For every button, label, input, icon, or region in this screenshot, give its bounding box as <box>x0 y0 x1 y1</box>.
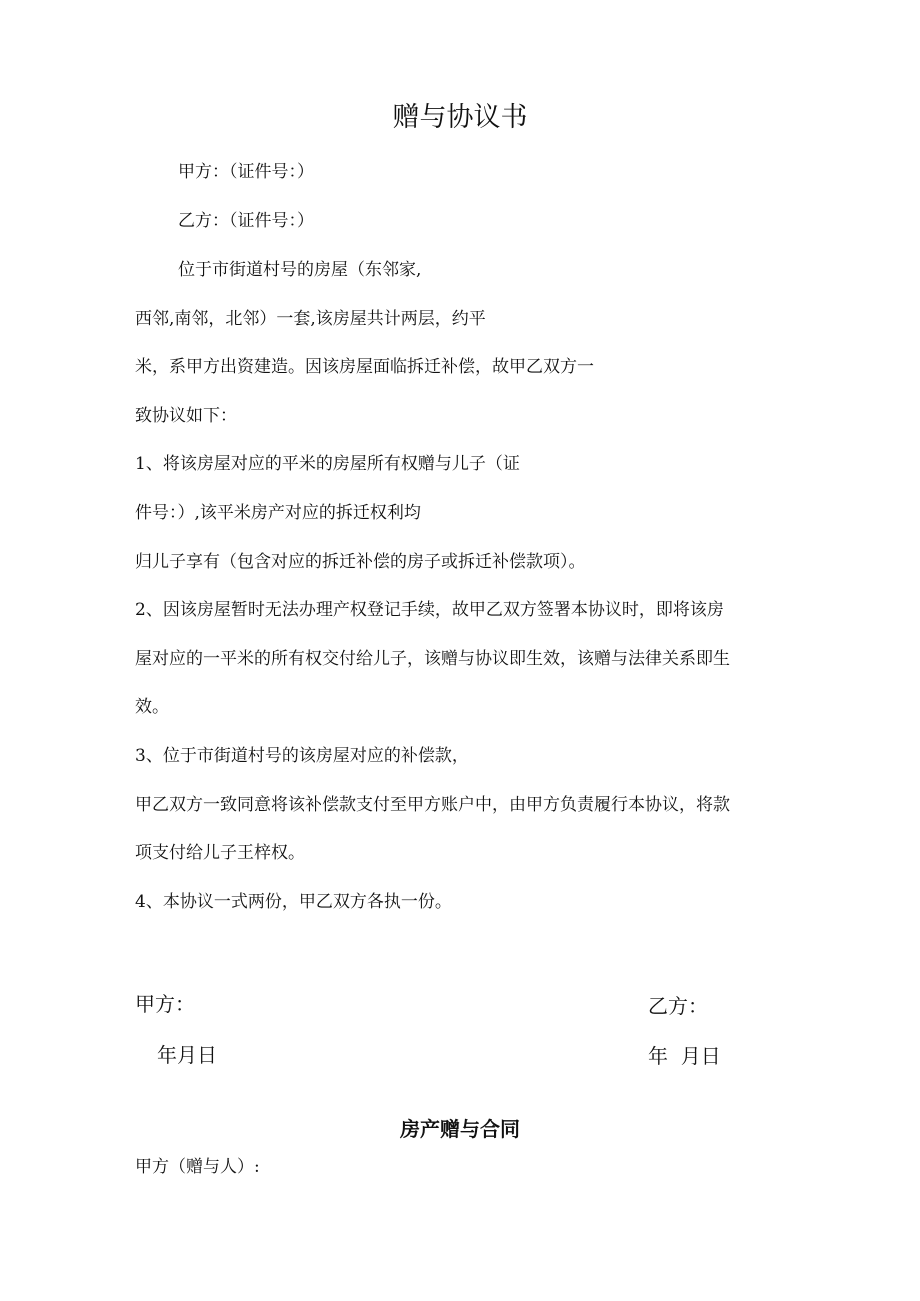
intro-line-4: 致协议如下： <box>135 406 237 426</box>
clause-line-9: 项支付给儿子王梓权。 <box>135 843 305 863</box>
signature-party-a-label: 甲方： <box>135 992 195 1016</box>
intro-line-1: 位于市街道村号的房屋（东邻家, <box>178 260 422 280</box>
clause-line-7: 3、位于市街道村号的该房屋对应的补偿款， <box>135 746 469 766</box>
clause-line-8: 甲乙双方一致同意将该补偿款支付至甲方账户中，由甲方负责履行本协议，将款 <box>135 795 730 815</box>
clause-line-5: 屋对应的一平米的所有权交付给儿子，该赠与协议即生效，该赠与法律关系即生 <box>135 649 730 669</box>
clause-line-3: 归儿子享有（包含对应的拆迁补偿的房子或拆迁补偿款项）。 <box>135 552 586 572</box>
document-title: 赠与协议书 <box>392 102 528 133</box>
clause-line-6: 效。 <box>135 697 169 717</box>
second-party-a-line: 甲方（赠与人）: <box>135 1157 260 1177</box>
intro-line-2: 西邻,南邻，北邻）一套,该房屋共计两层，约平 <box>135 309 486 329</box>
intro-line-3: 米，系甲方出资建造。因该房屋面临拆迁补偿，故甲乙双方一 <box>135 357 594 377</box>
clause-line-10: 4、本协议一式两份，甲乙双方各执一份。 <box>135 892 452 912</box>
clause-line-2: 件号：）,该平米房产对应的拆迁权利均 <box>135 503 421 523</box>
clause-line-4: 2、因该房屋暂时无法办理产权登记手续，故甲乙双方签署本协议时，即将该房 <box>135 600 724 620</box>
signature-party-a-date: 年月日 <box>157 1043 217 1067</box>
party-a-line: 甲方：（证件号：） <box>178 162 314 182</box>
clause-line-1: 1、将该房屋对应的平米的房屋所有权赠与儿子（证 <box>135 454 520 474</box>
signature-party-b-date: 年 月日 <box>648 1044 721 1068</box>
second-document-title: 房产赠与合同 <box>400 1117 520 1141</box>
signature-party-b-label: 乙方： <box>648 994 708 1018</box>
party-b-line: 乙方：（证件号：） <box>178 211 314 231</box>
